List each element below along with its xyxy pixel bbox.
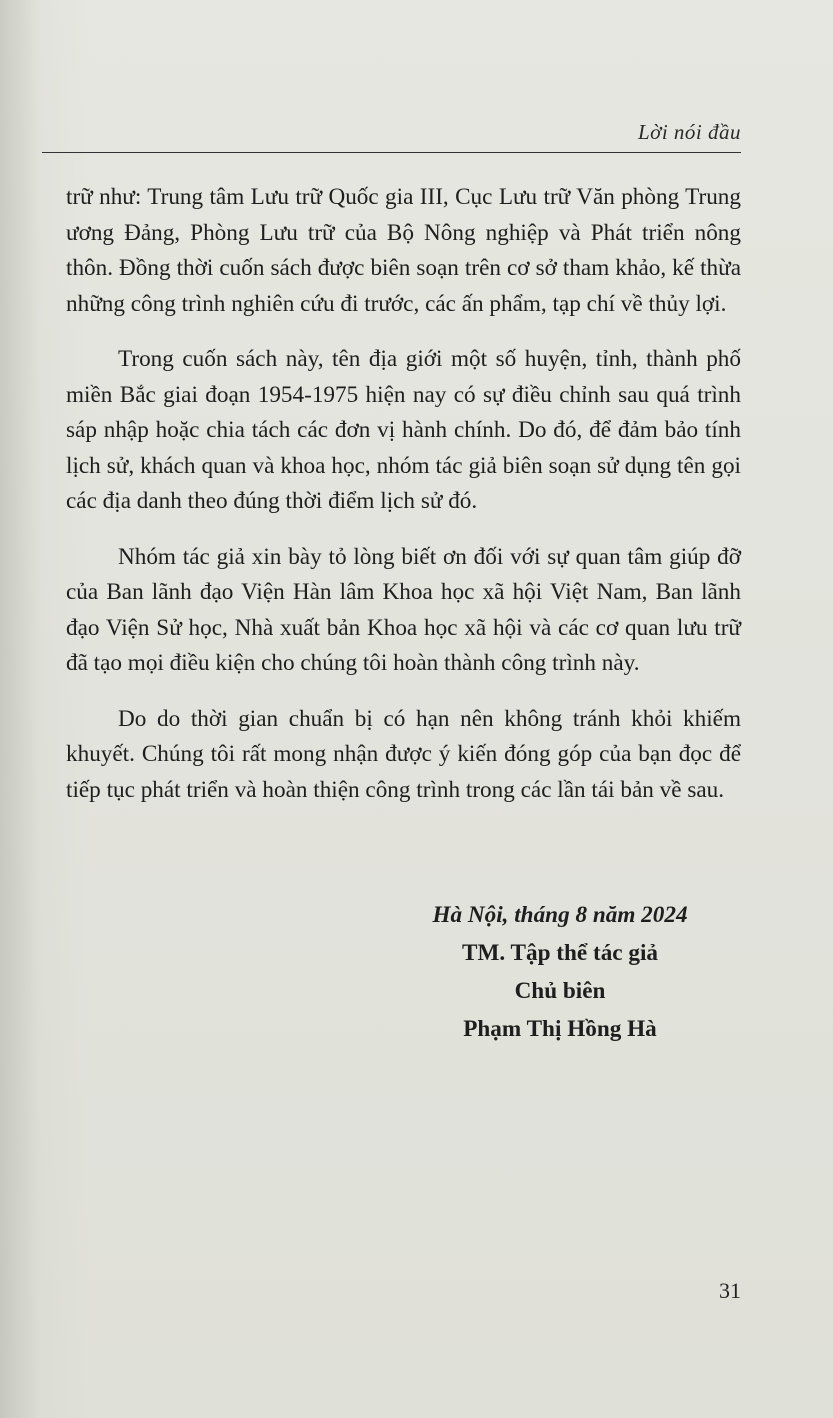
signature-collective: TM. Tập thể tác giả <box>461 940 659 966</box>
signature-role: Chủ biên <box>514 978 606 1004</box>
page-number: 31 <box>719 1278 741 1303</box>
signature-place-date: Hà Nội, tháng 8 năm 2024 <box>432 902 688 928</box>
header-rule <box>42 152 741 153</box>
signature-block <box>390 896 730 1048</box>
paragraph-place-names: Trong cuốn sách này, tên địa giới một số huyện, tỉnh, thành phố miền Bắc giai đoạn 1954-1975 hiện nay có sự điều chỉnh sau quá trình sáp nhập hoặc chia tách các đơn vị hành chính. Do đó, để đảm bảo tính lịch sử, khách quan và khoa học, nhóm tác giả biên soạn sử dụng tên gọi các địa danh theo đúng thời điểm lịch sử đó. <box>66 346 741 514</box>
paragraph-closing: Do do thời gian chuẩn bị có hạn nên không tránh khỏi khiếm khuyết. Chúng tôi rất mong nhận được ý kiến đóng góp của bạn đọc để tiếp tục phát triển và hoàn thiện công trình trong các lần tái bản về sau. <box>66 705 741 803</box>
running-head: Lời nói đầu <box>637 120 741 144</box>
paragraph-continuation: trữ như: Trung tâm Lưu trữ Quốc gia III, Cục Lưu trữ Văn phòng Trung ương Đảng, Phòng Lưu trữ của Bộ Nông nghiệp và Phát triển nông thôn. Đồng thời cuốn sách được biên soạn trên cơ sở tham khảo, kế thừa những công trình nghiên cứu đi trước, các ấn phẩm, tạp chí về thủy lợi. <box>66 184 741 317</box>
body-text <box>66 180 741 828</box>
signature-name: Phạm Thị Hồng Hà <box>463 1016 657 1042</box>
paragraph-acknowledgements: Nhóm tác giả xin bày tỏ lòng biết ơn đối với sự quan tâm giúp đỡ của Ban lãnh đạo Viện Hàn lâm Khoa học xã hội Việt Nam, Ban lãnh đạo Viện Sử học, Nhà xuất bản Khoa học xã hội và các cơ quan lưu trữ đã tạo mọi điều kiện cho chúng tôi hoàn thành công trình này. <box>66 543 741 676</box>
